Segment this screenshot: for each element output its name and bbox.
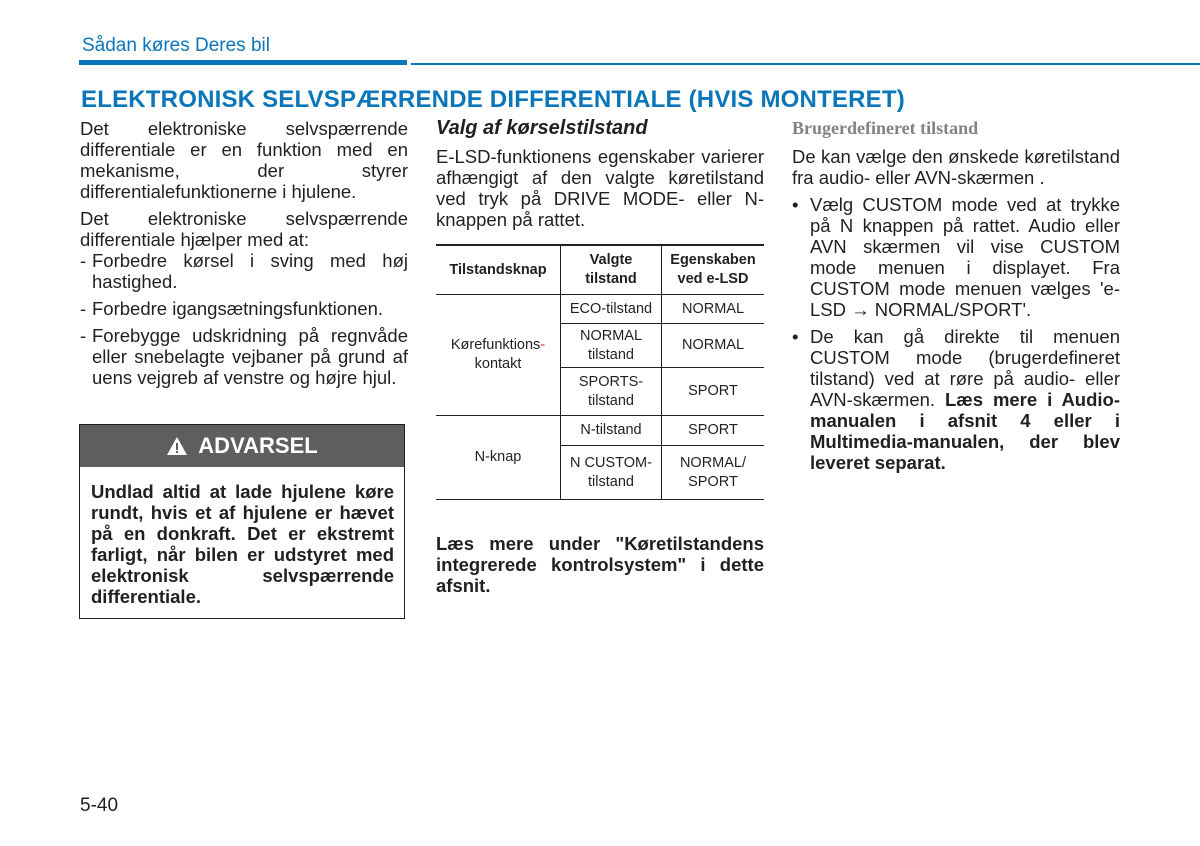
- table-header-row: [436, 245, 764, 295]
- page-number: 5-40: [80, 795, 119, 816]
- table-header-cell: Tilstandsknap: [436, 245, 561, 295]
- header-rule-light: [411, 63, 1200, 65]
- table-cell: N CUSTOM-tilstand: [561, 446, 662, 500]
- warning-header: [80, 425, 404, 467]
- section-heading: Valg af kørselstilstand: [436, 117, 648, 139]
- bullet-item: • Vælg CUSTOM mode ved at trykke på N knappen på rattet. Audio eller AVN skærmen vil vise CUSTOM mode menuen i displayet. Fra CUSTOM mode menuen vælges 'e-LSD → NORMAL/SPORT'.: [792, 194, 1120, 320]
- table-cell: SPORTS-tilstand: [561, 368, 662, 416]
- list-item: - Forebygge udskridning på regnvåde eller snebelagte vejbaner på grund af uens vejgreb af venstre og højre hjul.: [80, 325, 408, 388]
- bullet-bold-text: Læs mere i Audio-manualen i afsnit 4 eller i Multimedia-manualen, der blev leveret separat.: [810, 389, 1121, 473]
- column-middle: [436, 118, 764, 230]
- table-group-label: N-knap: [436, 416, 561, 500]
- bullet-text: De kan gå direkte til menuen CUSTOM mode (brugerdefineret tilstand) ved at røre på audio- eller AVN-skærmen.: [810, 326, 1120, 410]
- table-note: Læs mere under "Køretilstandens integrerede kontrolsystem" i dette afsnit.: [436, 533, 764, 596]
- table-cell: SPORT: [662, 368, 765, 416]
- table-group-label: Kørefunktions- kontakt: [436, 295, 561, 416]
- table-row: [436, 416, 764, 446]
- column-right: [792, 118, 1120, 473]
- bullet-item: • De kan gå direkte til menuen CUSTOM mode (brugerdefineret tilstand) ved at røre på audio- eller AVN-skærmen. Læs mere i Audio-manualen i afsnit 4 eller i Multimedia-manualen, der blev leveret separat.: [792, 326, 1121, 473]
- table-cell: NORMAL tilstand: [561, 324, 662, 368]
- warning-title: ADVARSEL: [198, 433, 318, 458]
- table-row: [436, 295, 764, 324]
- helps-paragraph: Det elektroniske selvspærrende differentiale hjælper med at:: [80, 208, 408, 250]
- intro-paragraph: E-LSD-funktionens egenskaber varierer afhængigt af den valgte køretilstand ved tryk på DRIVE MODE- eller N-knappen på rattet.: [436, 146, 764, 230]
- table-cell: ECO-tilstand: [561, 295, 662, 324]
- intro-paragraph: De kan vælge den ønskede køretilstand fra audio- eller AVN-skærmen .: [792, 146, 1120, 188]
- table-cell: SPORT: [662, 416, 765, 446]
- list-item: - Forbedre kørsel i sving med høj hastighed.: [80, 250, 408, 292]
- column-left: [80, 118, 408, 388]
- table-header-cell: Egenskaben ved e-LSD: [662, 245, 765, 295]
- section-label: Sådan køres Deres bil: [82, 35, 270, 56]
- header-rule-dark: [79, 60, 407, 65]
- list-item: - Forbedre igangsætningsfunktionen.: [80, 298, 384, 319]
- warning-text: Undlad altid at lade hjulene køre rundt, hvis et af hjulene er hævet på en donkraft. Det er ekstremt farligt, når bilen er udstyret med elektronisk selvspærrende differentiale.: [91, 481, 394, 607]
- intro-paragraph: Det elektroniske selvspærrende differentiale er en funktion med en mekanisme, der styrer differentialefunktionerne i hjulene.: [80, 118, 408, 202]
- table-cell: N-tilstand: [561, 416, 662, 446]
- table-cell: NORMAL: [662, 295, 765, 324]
- table-cell: NORMAL/ SPORT: [662, 446, 765, 500]
- table-cell: NORMAL: [662, 324, 765, 368]
- section-heading: Brugerdefineret tilstand: [792, 118, 979, 138]
- warning-box: [79, 424, 405, 619]
- warning-icon: [166, 436, 188, 456]
- table-header-cell: Valgte tilstand: [561, 245, 662, 295]
- page-title: ELEKTRONISK SELVSPÆRRENDE DIFFERENTIALE (HVIS MONTERET): [81, 86, 905, 113]
- drive-mode-table: [436, 244, 764, 500]
